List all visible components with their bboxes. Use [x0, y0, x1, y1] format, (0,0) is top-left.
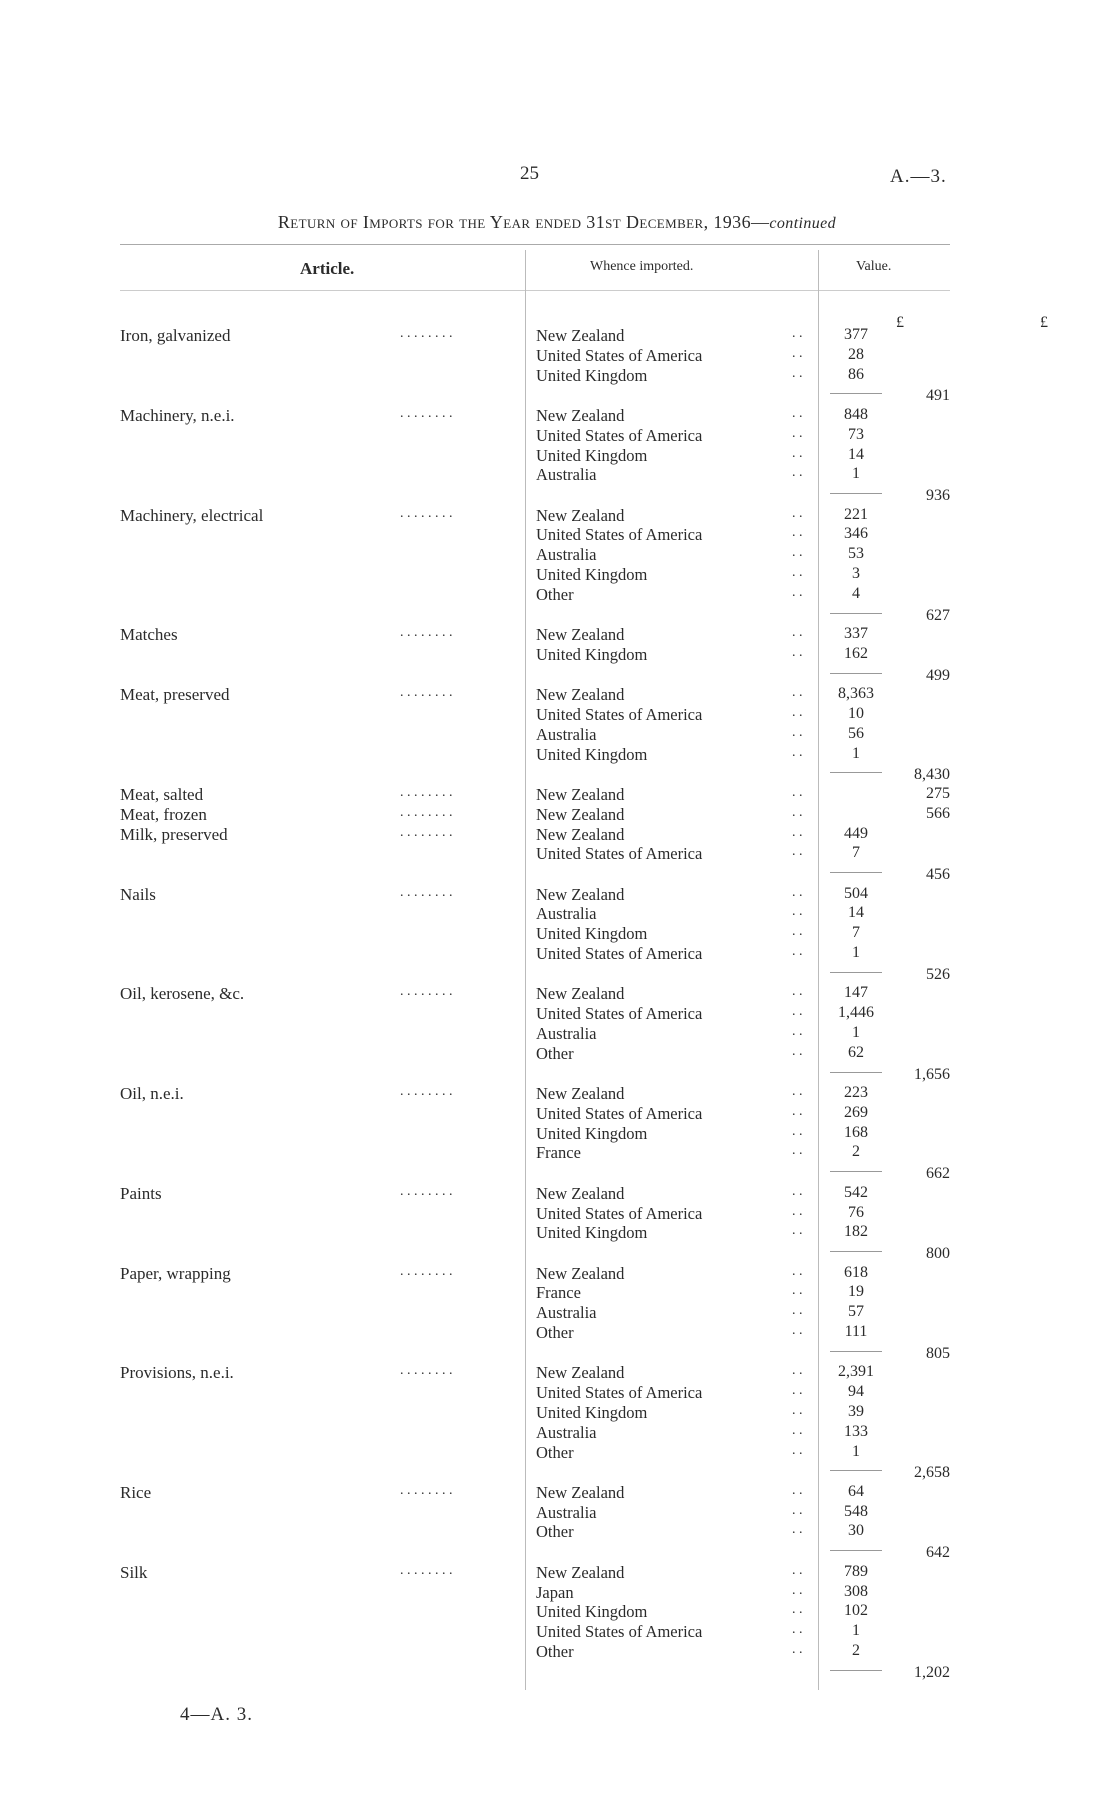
country-value: 1: [852, 1023, 860, 1041]
leader-dots: . .: [792, 1602, 803, 1618]
leader-dots: . .: [792, 644, 803, 660]
title-continued: continued: [769, 215, 837, 232]
article-name: Meat, frozen: [120, 804, 207, 824]
leader-dots: . .: [792, 1223, 803, 1239]
country-value: 1: [852, 1622, 860, 1640]
article-total: 800: [926, 1245, 950, 1263]
country-value: 64: [848, 1482, 864, 1500]
leader-dots: . . . . . . . .: [400, 685, 453, 701]
leader-dots: . .: [792, 1263, 803, 1279]
article-name: Meat, preserved: [120, 685, 230, 705]
article-total: 275: [926, 784, 950, 802]
leader-dots: . .: [792, 565, 803, 580]
country-name: United States of America: [536, 1622, 703, 1642]
country-name: United Kingdom: [536, 1223, 648, 1243]
country-value: 346: [844, 525, 868, 543]
page-signature: 4—A. 3.: [180, 1704, 253, 1725]
country-value: 19: [848, 1283, 864, 1301]
leader-dots: . .: [792, 685, 803, 701]
column-header-value: Value.: [856, 259, 892, 274]
article-total: 8,430: [914, 766, 950, 784]
leader-dots: . .: [792, 1482, 803, 1498]
leader-dots: . .: [792, 884, 803, 900]
article-total: 642: [926, 1544, 950, 1562]
country-value: 1: [852, 1442, 860, 1460]
leader-dots: . .: [792, 505, 803, 521]
leader-dots: . . . . . . . .: [400, 326, 453, 341]
leader-dots: . .: [792, 525, 803, 541]
article-name: Machinery, n.e.i.: [120, 405, 235, 425]
country-name: New Zealand: [536, 505, 625, 525]
leader-dots: . .: [792, 1043, 803, 1059]
leader-dots: . .: [792, 784, 803, 800]
country-name: Other: [536, 1043, 574, 1063]
country-name: United Kingdom: [536, 744, 648, 764]
article-total: 662: [926, 1165, 950, 1183]
country-value: 221: [844, 505, 868, 523]
country-name: United Kingdom: [536, 1402, 648, 1422]
leader-dots: . .: [792, 1582, 803, 1598]
article-total: 491: [926, 387, 950, 405]
leader-dots: . .: [792, 625, 803, 641]
country-name: United States of America: [536, 1103, 703, 1123]
country-name: New Zealand: [536, 625, 625, 645]
country-value: 1: [852, 944, 860, 961]
leader-dots: . . . . . . . .: [400, 625, 453, 641]
article-total: 936: [926, 487, 950, 505]
country-name: Other: [536, 1641, 574, 1661]
column-divider-whence: [525, 250, 526, 1690]
country-name: United Kingdom: [536, 1602, 648, 1622]
country-name: Australia: [536, 1303, 597, 1323]
document-code: A.—3.: [890, 166, 947, 187]
country-name: United States of America: [536, 1203, 703, 1223]
article-name: Paints: [120, 1183, 162, 1203]
country-value: 30: [848, 1522, 864, 1540]
top-rule: [120, 244, 950, 245]
leader-dots: . .: [792, 465, 803, 481]
country-name: United Kingdom: [536, 644, 648, 664]
country-value: 848: [844, 405, 868, 423]
leader-dots: . .: [792, 1402, 803, 1418]
country-value: 28: [848, 345, 864, 363]
country-name: New Zealand: [536, 1562, 625, 1582]
article-name: Rice: [120, 1482, 152, 1502]
leader-dots: . . . . . . . .: [400, 1562, 453, 1578]
article-name: Paper, wrapping: [120, 1263, 231, 1283]
country-value: 449: [844, 824, 868, 842]
country-value: 7: [852, 924, 860, 942]
leader-dots: . . . . . . . .: [400, 984, 453, 1000]
country-name: New Zealand: [536, 405, 625, 425]
leader-dots: . . . . . . . .: [400, 405, 453, 421]
leader-dots: . . . . . . . .: [400, 1084, 453, 1099]
article-total: 627: [926, 606, 950, 624]
country-value: 102: [844, 1602, 868, 1620]
country-name: United Kingdom: [536, 365, 648, 385]
country-value: 62: [848, 1043, 864, 1061]
country-name: New Zealand: [536, 884, 625, 904]
country-value: 618: [844, 1263, 868, 1281]
country-name: New Zealand: [536, 1482, 625, 1502]
leader-dots: . .: [792, 705, 803, 720]
country-value: 86: [848, 365, 864, 383]
country-name: Australia: [536, 545, 597, 565]
country-name: New Zealand: [536, 1363, 625, 1383]
header-rule: [120, 290, 950, 291]
leader-dots: . .: [792, 724, 803, 740]
country-name: Australia: [536, 724, 597, 744]
country-value: 1: [852, 744, 860, 762]
country-value: 111: [844, 1323, 868, 1340]
leader-dots: . . . . . . . .: [400, 784, 453, 800]
leader-dots: . .: [792, 1103, 803, 1119]
article-name: Matches: [120, 625, 178, 645]
column-header-whence: Whence imported.: [590, 259, 694, 274]
country-value: 147: [844, 984, 868, 1002]
country-name: United States of America: [536, 1004, 703, 1024]
country-value: 4: [852, 584, 860, 602]
country-name: United Kingdom: [536, 445, 648, 465]
leader-dots: . .: [792, 1183, 803, 1199]
country-name: United States of America: [536, 345, 703, 365]
country-value: 2: [852, 1143, 860, 1161]
leader-dots: . .: [792, 824, 803, 840]
country-name: Australia: [536, 1502, 597, 1522]
article-name: Nails: [120, 884, 156, 904]
country-name: United States of America: [536, 844, 703, 864]
country-name: New Zealand: [536, 685, 625, 705]
article-total: 499: [926, 666, 950, 684]
country-value: 14: [848, 904, 864, 922]
country-value: 162: [844, 644, 868, 662]
leader-dots: . . . . . . . .: [400, 1183, 453, 1199]
country-name: France: [536, 1143, 581, 1163]
leader-dots: . .: [792, 844, 803, 860]
leader-dots: . .: [792, 1502, 803, 1518]
leader-dots: . .: [792, 425, 803, 441]
country-value: 223: [844, 1084, 868, 1101]
leader-dots: . . . . . . . .: [400, 1363, 453, 1379]
country-value: 548: [844, 1502, 868, 1520]
country-name: United States of America: [536, 705, 703, 724]
leader-dots: . .: [792, 1383, 803, 1399]
leader-dots: . .: [792, 365, 803, 381]
leader-dots: . .: [792, 1562, 803, 1578]
column-header-article: Article.: [300, 259, 355, 278]
country-value: 73: [848, 425, 864, 443]
country-value: 1,446: [838, 1004, 874, 1022]
country-value: 133: [844, 1422, 868, 1440]
country-value: 377: [844, 326, 868, 343]
leader-dots: . . . . . . . .: [400, 1263, 453, 1279]
leader-dots: . .: [792, 1283, 803, 1299]
leader-dots: . .: [792, 1084, 803, 1099]
leader-dots: . . . . . . . .: [400, 804, 453, 820]
leader-dots: . .: [792, 984, 803, 1000]
country-name: United Kingdom: [536, 924, 648, 944]
leader-dots: . .: [792, 1123, 803, 1139]
article-name: Machinery, electrical: [120, 505, 264, 525]
country-value: 7: [852, 844, 860, 862]
leader-dots: . .: [792, 1303, 803, 1319]
leader-dots: . .: [792, 1023, 803, 1039]
country-name: Other: [536, 584, 574, 604]
country-value: 2,391: [838, 1363, 874, 1381]
country-name: New Zealand: [536, 1084, 625, 1103]
country-name: United States of America: [536, 1383, 703, 1403]
leader-dots: . . . . . . . .: [400, 505, 453, 521]
country-name: New Zealand: [536, 326, 625, 345]
country-value: 542: [844, 1183, 868, 1201]
article-total: 456: [926, 866, 950, 884]
country-name: New Zealand: [536, 984, 625, 1004]
leader-dots: . .: [792, 1522, 803, 1538]
country-name: United Kingdom: [536, 1123, 648, 1143]
title-text: Return of Imports for the Year ended 31st December, 1936—: [277, 212, 770, 232]
article-name: Provisions, n.e.i.: [120, 1363, 234, 1383]
country-name: Other: [536, 1442, 574, 1462]
country-name: Other: [536, 1323, 574, 1342]
article-total: 805: [926, 1344, 950, 1362]
unit-total-value: £: [1040, 314, 1048, 331]
country-value: 53: [848, 545, 864, 563]
leader-dots: . . . . . . . .: [400, 884, 453, 900]
country-name: Other: [536, 1522, 574, 1542]
leader-dots: . .: [792, 804, 803, 820]
country-value: 3: [852, 565, 860, 582]
country-value: 76: [848, 1203, 864, 1221]
article-name: Oil, n.e.i.: [120, 1084, 184, 1103]
article-name: Silk: [120, 1562, 148, 1582]
country-value: 14: [848, 445, 864, 463]
country-name: United States of America: [536, 525, 703, 545]
article-name: Iron, galvanized: [120, 326, 231, 345]
page-number: 25: [520, 163, 539, 184]
leader-dots: . .: [792, 1203, 803, 1219]
country-value: 269: [844, 1103, 868, 1121]
country-name: Australia: [536, 904, 597, 924]
leader-dots: . .: [792, 1622, 803, 1638]
country-value: 1: [852, 465, 860, 483]
article-total: 526: [926, 965, 950, 983]
article-name: Milk, preserved: [120, 824, 228, 844]
article-total: 1,202: [914, 1663, 950, 1681]
country-name: New Zealand: [536, 824, 625, 844]
country-value: 182: [844, 1223, 868, 1241]
leader-dots: . .: [792, 904, 803, 920]
leader-dots: . . . . . . . .: [400, 1482, 453, 1498]
country-value: 308: [844, 1582, 868, 1600]
leader-dots: . . . . . . . .: [400, 824, 453, 840]
country-value: 39: [848, 1402, 864, 1420]
country-name: Australia: [536, 1422, 597, 1442]
leader-dots: . .: [792, 1442, 803, 1458]
country-value: 10: [848, 705, 864, 722]
leader-dots: . .: [792, 1323, 803, 1338]
country-value: 8,363: [838, 685, 874, 703]
unit-sub-value: £: [896, 314, 904, 331]
leader-dots: . .: [792, 326, 803, 341]
country-value: 56: [848, 724, 864, 742]
article-name: Meat, salted: [120, 784, 204, 804]
article-total: 566: [926, 804, 950, 822]
leader-dots: . .: [792, 545, 803, 561]
country-name: Australia: [536, 465, 597, 485]
country-name: United States of America: [536, 425, 703, 445]
leader-dots: . .: [792, 944, 803, 959]
article-total: 1,656: [914, 1065, 950, 1083]
country-value: 94: [848, 1383, 864, 1401]
country-name: France: [536, 1283, 581, 1303]
article-total: 2,658: [914, 1464, 950, 1482]
country-value: 2: [852, 1641, 860, 1659]
country-name: New Zealand: [536, 804, 625, 824]
leader-dots: . .: [792, 1004, 803, 1020]
leader-dots: . .: [792, 924, 803, 940]
leader-dots: . .: [792, 445, 803, 461]
leader-dots: . .: [792, 744, 803, 760]
leader-dots: . .: [792, 1641, 803, 1657]
country-value: 337: [844, 625, 868, 643]
country-value: 504: [844, 884, 868, 902]
country-name: Japan: [536, 1582, 574, 1602]
country-name: New Zealand: [536, 1183, 625, 1203]
country-value: 57: [848, 1303, 864, 1321]
leader-dots: . .: [792, 1363, 803, 1379]
leader-dots: . .: [792, 345, 803, 361]
country-name: Australia: [536, 1023, 597, 1043]
country-name: United Kingdom: [536, 565, 648, 584]
country-value: 168: [844, 1123, 868, 1141]
page-title: [0, 212, 1114, 233]
leader-dots: . .: [792, 1143, 803, 1159]
leader-dots: . .: [792, 405, 803, 421]
leader-dots: . .: [792, 1422, 803, 1438]
leader-dots: . .: [792, 584, 803, 600]
country-name: United States of America: [536, 944, 703, 963]
country-name: New Zealand: [536, 1263, 625, 1283]
country-value: 789: [844, 1562, 868, 1580]
country-name: New Zealand: [536, 784, 625, 804]
article-name: Oil, kerosene, &c.: [120, 984, 245, 1004]
